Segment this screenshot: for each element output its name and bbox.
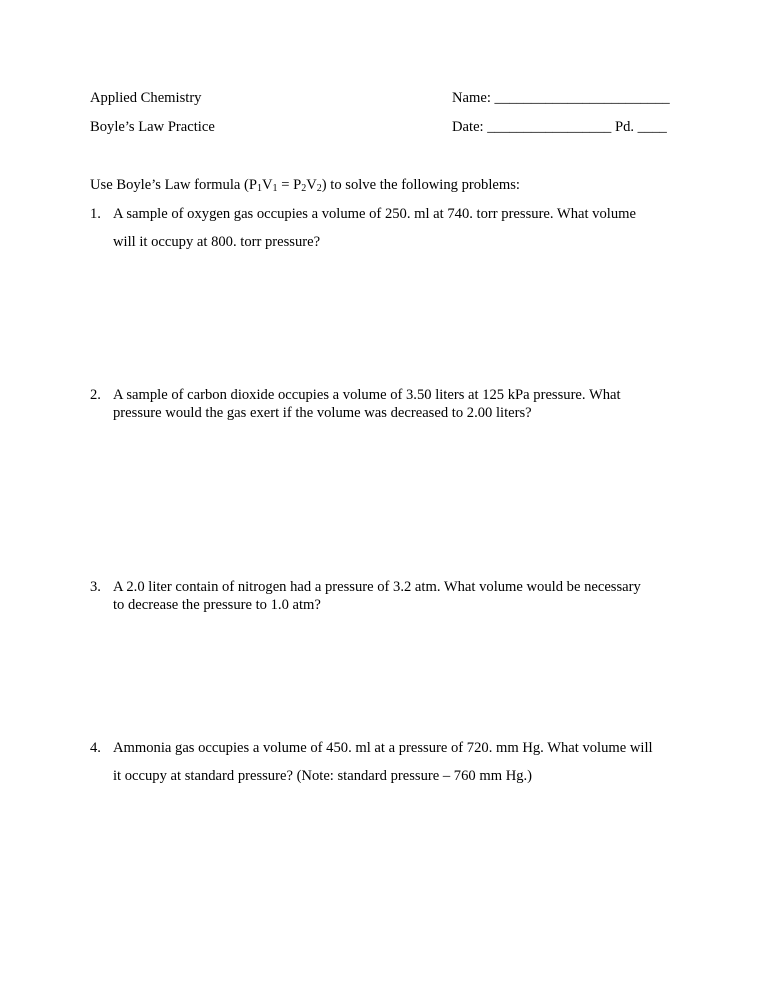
- problem-line: it occupy at standard pressure? (Note: standard pressure – 760 mm Hg.): [113, 768, 533, 784]
- problem-line: Ammonia gas occupies a volume of 450. ml at a pressure of 720. mm Hg. What volume will: [113, 740, 653, 756]
- problem-line: A sample of carbon dioxide occupies a volume of 3.50 liters at 125 kPa pressure. What: [113, 387, 621, 403]
- problem-line: pressure would the gas exert if the volume was decreased to 2.00 liters?: [113, 405, 532, 421]
- problem-number: 4.: [90, 740, 101, 756]
- subscript-1: 1: [257, 183, 262, 194]
- subscript-2: 2: [301, 183, 307, 194]
- subscript-2b: 2: [316, 183, 322, 194]
- worksheet-topic: Boyle’s Law Practice: [90, 119, 215, 135]
- problem-line: will it occupy at 800. torr pressure?: [113, 234, 321, 250]
- problem-line: A sample of oxygen gas occupies a volume of 250. ml at 740. torr pressure. What volume: [113, 206, 636, 222]
- instructions-text-start: Use Boyle’s Law formula (P: [90, 177, 257, 193]
- problem-line: A 2.0 liter contain of nitrogen had a pressure of 3.2 atm. What volume would be necessary: [113, 579, 641, 595]
- instructions-equals: = P: [277, 177, 302, 193]
- problem-number: 1.: [90, 206, 101, 222]
- instructions-text-end: ) to solve the following problems:: [321, 177, 520, 193]
- course-title: Applied Chemistry: [90, 90, 202, 106]
- instructions-v1: V: [262, 177, 273, 193]
- problem-number: 3.: [90, 579, 101, 595]
- problem-number: 2.: [90, 387, 101, 403]
- problem-line: to decrease the pressure to 1.0 atm?: [113, 597, 321, 613]
- subscript-1b: 1: [272, 183, 278, 194]
- instructions: [90, 177, 520, 194]
- instructions-v2: V: [306, 177, 317, 193]
- name-field[interactable]: Name: ________________________: [452, 90, 670, 106]
- date-period-field[interactable]: Date: _________________ Pd. ____: [452, 119, 667, 135]
